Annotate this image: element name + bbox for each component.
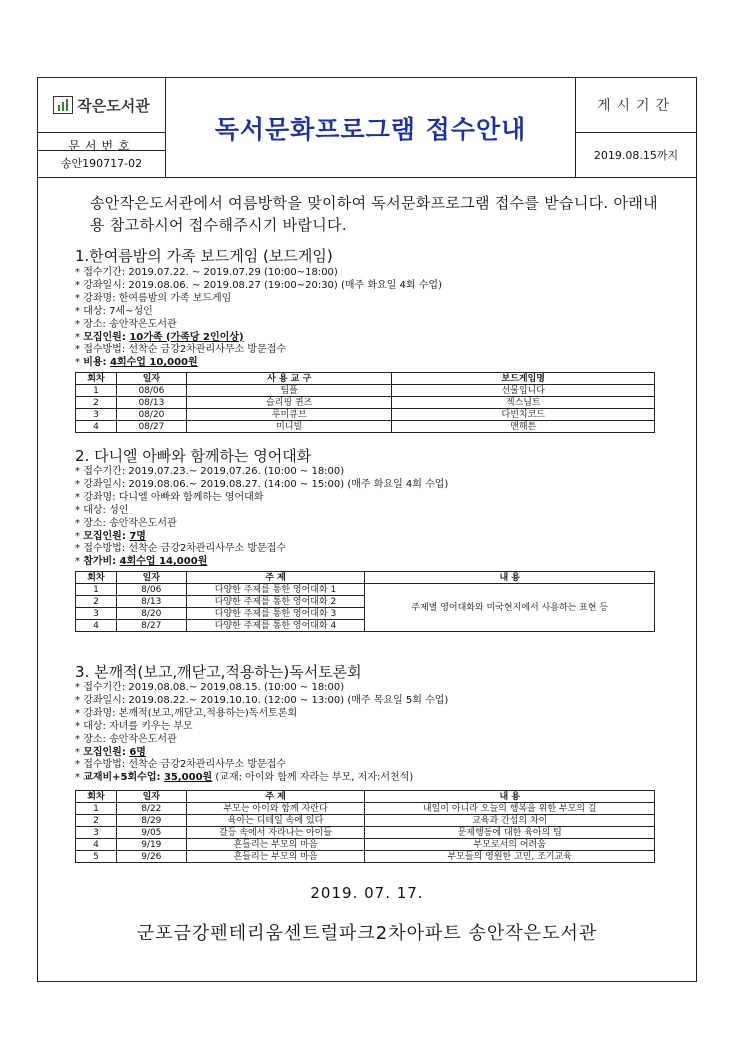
detail-value: 2019.08.06.~ 2019.08.27. (14:00 ~ 15:00) (매주 화요일 4회 수업) <box>128 478 449 490</box>
doc-number: 송안190717-02 <box>60 157 143 170</box>
detail-label: 장소: <box>83 517 110 529</box>
bullet-star: * <box>75 466 84 477</box>
detail-value: 2019.08.06. ~ 2019.08.27 (19:00~20:30) (매주 화요일 4회 수업) <box>128 279 442 291</box>
table-cell: 갈등 속에서 자라나는 아이들 <box>186 827 365 839</box>
detail-label: 대상: <box>83 720 110 732</box>
header-table <box>38 78 696 178</box>
detail-value: 송안작은도서관 <box>109 318 177 330</box>
detail-label: 대상: <box>83 504 110 516</box>
table-cell: 8/13 <box>116 596 186 608</box>
table-header: 내 용 <box>365 572 655 584</box>
detail-label: 강좌명: <box>83 292 119 304</box>
table-cell: 08/13 <box>116 397 186 409</box>
detail-value: 10가족 (가족당 2인이상) <box>129 331 244 343</box>
table-cell: 흔들리는 부모의 마음 <box>186 851 365 863</box>
detail-value: 2019.08.08.~ 2019.08.15. (10:00 ~ 18:00) <box>128 682 345 693</box>
section-1-title: 1.한여름밤의 가족 보드게임 (보드게임) <box>75 247 333 265</box>
table-cell: 08/27 <box>116 421 186 433</box>
detail-label: 참가비: <box>83 556 120 568</box>
bullet-star: * <box>75 279 84 291</box>
detail-line <box>75 306 442 319</box>
table-cell: 흔들리는 부모의 마음 <box>186 839 365 851</box>
detail-value: 성인 <box>109 504 129 516</box>
issuing-organization: 군포금강펜테리움센트럴파크2차아파트 송안작은도서관 <box>136 923 598 944</box>
bullet-star: * <box>75 267 84 278</box>
bullet-star: * <box>75 543 84 555</box>
table-cell: 9/26 <box>116 851 186 863</box>
table-cell: 맨해튼 <box>392 421 655 433</box>
bullet-star: * <box>75 478 84 490</box>
section-2-table <box>75 571 655 632</box>
bullet-star: * <box>75 530 84 542</box>
table-header: 주 제 <box>186 572 365 584</box>
detail-value: 본깨적(보고,깨닫고,적용하는)독서토론회 <box>118 707 298 719</box>
logo-text: 작은도서관 <box>77 96 150 115</box>
bullet-star: * <box>75 772 84 784</box>
table-row <box>76 421 655 433</box>
bullet-star: * <box>75 504 84 516</box>
bullet-star: * <box>75 305 84 317</box>
table-cell: 선물입니다 <box>392 385 655 397</box>
table-row <box>76 803 655 815</box>
table-header: 주 제 <box>186 791 365 803</box>
table-header: 내 용 <box>365 791 655 803</box>
merged-content-cell: 주제별 영어대화와 미국현지에서 사용하는 표현 등 <box>365 584 655 632</box>
document-title: 독서문화프로그램 접수안내 <box>214 114 527 144</box>
detail-label: 접수방법: <box>83 344 129 356</box>
table-cell: 다양한 주제를 통한 영어대화 4 <box>186 620 365 632</box>
table-header: 회차 <box>76 373 117 385</box>
detail-label: 강좌명: <box>83 707 119 719</box>
table-header: 일자 <box>116 572 186 584</box>
table-row <box>76 385 655 397</box>
table-cell: 8/27 <box>116 620 186 632</box>
table-cell: 팀플 <box>186 385 392 397</box>
detail-label: 접수방법: <box>83 543 129 555</box>
table-cell: 젝스님트 <box>392 397 655 409</box>
table-cell: 8/20 <box>116 608 186 620</box>
detail-line <box>75 708 448 721</box>
table-cell: 루미큐브 <box>186 409 392 421</box>
detail-label: 교재비+5회수업: <box>83 772 164 784</box>
detail-label: 모집인원: <box>83 331 130 343</box>
bullet-star: * <box>75 344 84 356</box>
bullet-star: * <box>75 746 84 758</box>
table-header: 사 용 교 구 <box>186 373 392 385</box>
table-cell: 9/05 <box>116 827 186 839</box>
detail-label: 장소: <box>83 733 110 745</box>
detail-line <box>75 505 448 518</box>
table-cell: 2 <box>76 397 117 409</box>
table-row <box>76 397 655 409</box>
detail-line <box>75 734 448 747</box>
bullet-star: * <box>75 318 84 330</box>
detail-value: 자녀를 키우는 부모 <box>109 720 193 732</box>
table-cell: 문제행동에 대한 육아의 팁 <box>365 827 655 839</box>
bullet-star: * <box>75 357 84 369</box>
detail-value: 송안작은도서관 <box>109 517 177 529</box>
detail-line <box>75 479 448 492</box>
bullet-star: * <box>75 707 84 719</box>
bullet-star: * <box>75 694 84 706</box>
table-header: 일자 <box>116 373 186 385</box>
table-cell: 1 <box>76 385 117 397</box>
table-cell: 4 <box>76 839 117 851</box>
detail-value: 선착순 금강2차관리사무소 방문접수 <box>128 759 287 771</box>
detail-label: 모집인원: <box>83 530 130 542</box>
section-3-table <box>75 790 655 863</box>
section-3-details <box>75 682 448 785</box>
detail-line <box>75 556 448 569</box>
table-cell: 2 <box>76 815 117 827</box>
table-row <box>76 584 655 596</box>
detail-line <box>75 492 448 505</box>
bullet-star: * <box>75 682 84 693</box>
detail-value: 송안작은도서관 <box>109 733 177 745</box>
table-row <box>76 839 655 851</box>
table-header: 일자 <box>116 791 186 803</box>
table-cell: 1 <box>76 803 117 815</box>
detail-value: 선착순 금강2차관리사무소 방문접수 <box>128 543 287 555</box>
bullet-star: * <box>75 491 84 503</box>
table-header: 보드게임명 <box>392 373 655 385</box>
detail-label: 강좌일시: <box>83 478 129 490</box>
detail-line <box>75 466 448 479</box>
detail-extra: (교재: 아이와 함께 자라는 부모, 저자:서천석) <box>212 772 414 784</box>
detail-line <box>75 518 448 531</box>
detail-label: 강좌일시: <box>83 279 129 291</box>
table-cell: 교육과 간섭의 차이 <box>365 815 655 827</box>
table-cell: 부모로서의 어려움 <box>365 839 655 851</box>
table-cell: 8/06 <box>116 584 186 596</box>
detail-line <box>75 772 448 785</box>
bullet-star: * <box>75 331 84 343</box>
detail-value: 선착순 금강2차관리사무소 방문접수 <box>128 344 287 356</box>
detail-value: 한여름밤의 가족 보드게임 <box>118 292 232 304</box>
table-row <box>76 851 655 863</box>
logo-cell <box>38 78 166 133</box>
document-frame <box>37 77 697 982</box>
detail-line <box>75 695 448 708</box>
library-logo <box>53 95 149 116</box>
intro-paragraph: 송안작은도서관에서 여름방학을 맞이하여 독서문화프로그램 접수를 받습니다. 아래내용 참고하시어 접수해주시기 바랍니다. <box>90 194 658 234</box>
detail-value: 7명 <box>129 530 146 542</box>
section-2-title: 2. 다니엘 아빠와 함께하는 영어대화 <box>75 447 312 465</box>
detail-label: 대상: <box>83 305 110 317</box>
table-cell: 부모는 아이와 함께 자란다 <box>186 803 365 815</box>
table-cell: 1 <box>76 584 117 596</box>
table-cell: 다양한 주제를 통한 영어대화 2 <box>186 596 365 608</box>
detail-label: 강좌일시: <box>83 694 129 706</box>
bullet-star: * <box>75 292 84 304</box>
detail-label: 접수기간: <box>83 267 129 278</box>
section-1-details <box>75 267 442 370</box>
section-2-details <box>75 466 448 569</box>
table-row <box>76 827 655 839</box>
bullet-star: * <box>75 720 84 732</box>
table-cell: 내일이 아니라 오늘의 행복을 위한 부모의 길 <box>365 803 655 815</box>
detail-value: 4회수업 14,000원 <box>119 556 208 568</box>
detail-line <box>75 280 442 293</box>
detail-line <box>75 267 442 280</box>
table-cell: 다빈치코드 <box>392 409 655 421</box>
table-cell: 4 <box>76 421 117 433</box>
bullet-star: * <box>75 556 84 568</box>
table-cell: 08/20 <box>116 409 186 421</box>
post-period-date: 2019.08.15까지 <box>576 133 696 178</box>
detail-line <box>75 721 448 734</box>
table-cell: 08/06 <box>116 385 186 397</box>
table-row <box>76 409 655 421</box>
section-3-title: 3. 본깨적(보고,깨닫고,적용하는)독서토론회 <box>75 663 362 681</box>
table-cell: 3 <box>76 608 117 620</box>
detail-line <box>75 332 442 345</box>
bullet-star: * <box>75 517 84 529</box>
table-cell: 5 <box>76 851 117 863</box>
issue-date: 2019. 07. 17. <box>310 884 424 902</box>
doc-number-cell <box>38 133 166 178</box>
detail-value: 2019.08.22.~ 2019.10.10. (12:00 ~ 13:00) (매주 목요일 5회 수업) <box>128 694 449 706</box>
table-cell: 다양한 주제를 통한 영어대화 1 <box>186 584 365 596</box>
table-cell: 미니빌 <box>186 421 392 433</box>
detail-value: 다니엘 아빠와 함께하는 영어대화 <box>118 491 264 503</box>
detail-line <box>75 293 442 306</box>
detail-label: 강좌명: <box>83 491 119 503</box>
detail-label: 접수방법: <box>83 759 129 771</box>
detail-value: 7세~성인 <box>109 305 153 317</box>
table-cell: 8/22 <box>116 803 186 815</box>
detail-value: 2019.07.22. ~ 2019.07.29 (10:00~18:00) <box>128 267 338 278</box>
detail-line <box>75 357 442 370</box>
table-header: 회차 <box>76 572 117 584</box>
table-header: 회차 <box>76 791 117 803</box>
detail-label: 장소: <box>83 318 110 330</box>
table-cell: 다양한 주제를 통한 영어대화 3 <box>186 608 365 620</box>
detail-line <box>75 531 448 544</box>
detail-label: 접수기간: <box>83 682 129 693</box>
detail-value: 2019.07.23.~ 2019.07.26. (10:00 ~ 18:00) <box>128 466 345 477</box>
bullet-star: * <box>75 733 84 745</box>
detail-line <box>75 319 442 332</box>
bullet-star: * <box>75 759 84 771</box>
table-cell: 8/29 <box>116 815 186 827</box>
table-cell: 육아는 디테일 속에 있다 <box>186 815 365 827</box>
table-cell: 9/19 <box>116 839 186 851</box>
library-logo-icon <box>53 96 73 114</box>
detail-value: 4회수업 10,000원 <box>110 357 198 369</box>
detail-line <box>75 543 448 556</box>
table-row <box>76 815 655 827</box>
table-cell: 슬리핑 퀸즈 <box>186 397 392 409</box>
detail-line <box>75 344 442 357</box>
table-cell: 부모들의 영원한 고민, 조기교육 <box>365 851 655 863</box>
table-cell: 3 <box>76 409 117 421</box>
detail-label: 접수기간: <box>83 466 129 477</box>
table-cell: 2 <box>76 596 117 608</box>
detail-line <box>75 682 448 695</box>
detail-line <box>75 759 448 772</box>
detail-label: 모집인원: <box>83 746 130 758</box>
title-cell <box>166 78 576 178</box>
detail-value: 35,000원 <box>163 772 213 784</box>
detail-label: 비용: <box>83 357 110 369</box>
detail-line <box>75 747 448 760</box>
section-1-table <box>75 372 655 433</box>
post-period-label: 게시기간 <box>576 78 696 133</box>
doc-number-label: 문서번호 <box>38 133 165 151</box>
table-cell: 4 <box>76 620 117 632</box>
table-cell: 3 <box>76 827 117 839</box>
detail-value: 6명 <box>129 746 146 758</box>
